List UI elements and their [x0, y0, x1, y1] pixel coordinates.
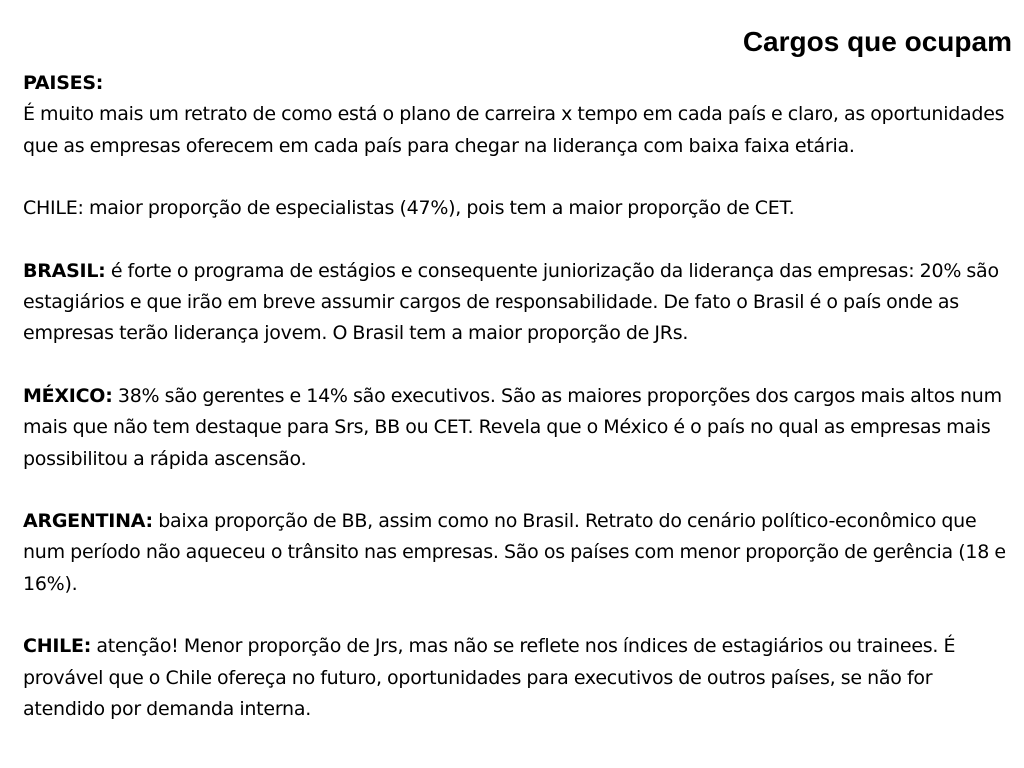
- mexico-text: 38% são gerentes e 14% são executivos. São as maiores proporções dos cargos mais altos num mais que não tem destaque para Srs, BB ou CET. Revela que o México é o país no qual as empresas mais possibilitou a rápida ascensão.: [23, 384, 1002, 470]
- argentina-paragraph: [23, 506, 1013, 600]
- paragraph-gap: [23, 224, 1013, 255]
- paragraph-gap: [23, 162, 1013, 193]
- mexico-label: MÉXICO:: [23, 384, 113, 407]
- mexico-paragraph: [23, 381, 1013, 475]
- paragraph-gap: [23, 350, 1013, 381]
- chile-summary-paragraph: CHILE: maior proporção de especialistas (47%), pois tem a maior proporção de CET.: [23, 197, 795, 220]
- chile-attention-paragraph: [23, 631, 1013, 725]
- brasil-text: é forte o programa de estágios e consequente juniorização da liderança das empresas: 20% são estagiários e que irão em breve assumir cargos de responsabilidade. De fato o Brasil é o país onde as empresas terão liderança jovem. O Brasil tem a maior proporção de JRs.: [23, 259, 999, 345]
- argentina-label: ARGENTINA:: [23, 510, 153, 533]
- paragraph-gap: [23, 600, 1013, 631]
- chile-attention-text: atenção! Menor proporção de Jrs, mas não se reflete nos índices de estagiários ou trainees. É provável que o Chile ofereça no futuro, oportunidades para executivos de outros países, se não for atendido por demanda interna.: [23, 635, 956, 720]
- chile-label: CHILE:: [23, 635, 92, 658]
- paises-paragraph: É muito mais um retrato de como está o plano de carreira x tempo em cada país e claro, as oportunidades que as empresas oferecem em cada país para chegar na liderança com baixa faixa etária.: [23, 103, 1005, 157]
- slide-title: Cargos que ocupam: [742, 26, 1012, 57]
- paragraph-gap: [23, 475, 1013, 506]
- paises-heading: PAISES:: [23, 72, 104, 94]
- argentina-text: baixa proporção de BB, assim como no Brasil. Retrato do cenário político-econômico que num período não aqueceu o trânsito nas empresas. São os países com menor proporção de gerência (18 e 16%).: [23, 510, 1006, 595]
- slide-body: [23, 68, 1013, 725]
- brasil-paragraph: [23, 256, 1013, 350]
- brasil-label: BRASIL:: [23, 259, 106, 282]
